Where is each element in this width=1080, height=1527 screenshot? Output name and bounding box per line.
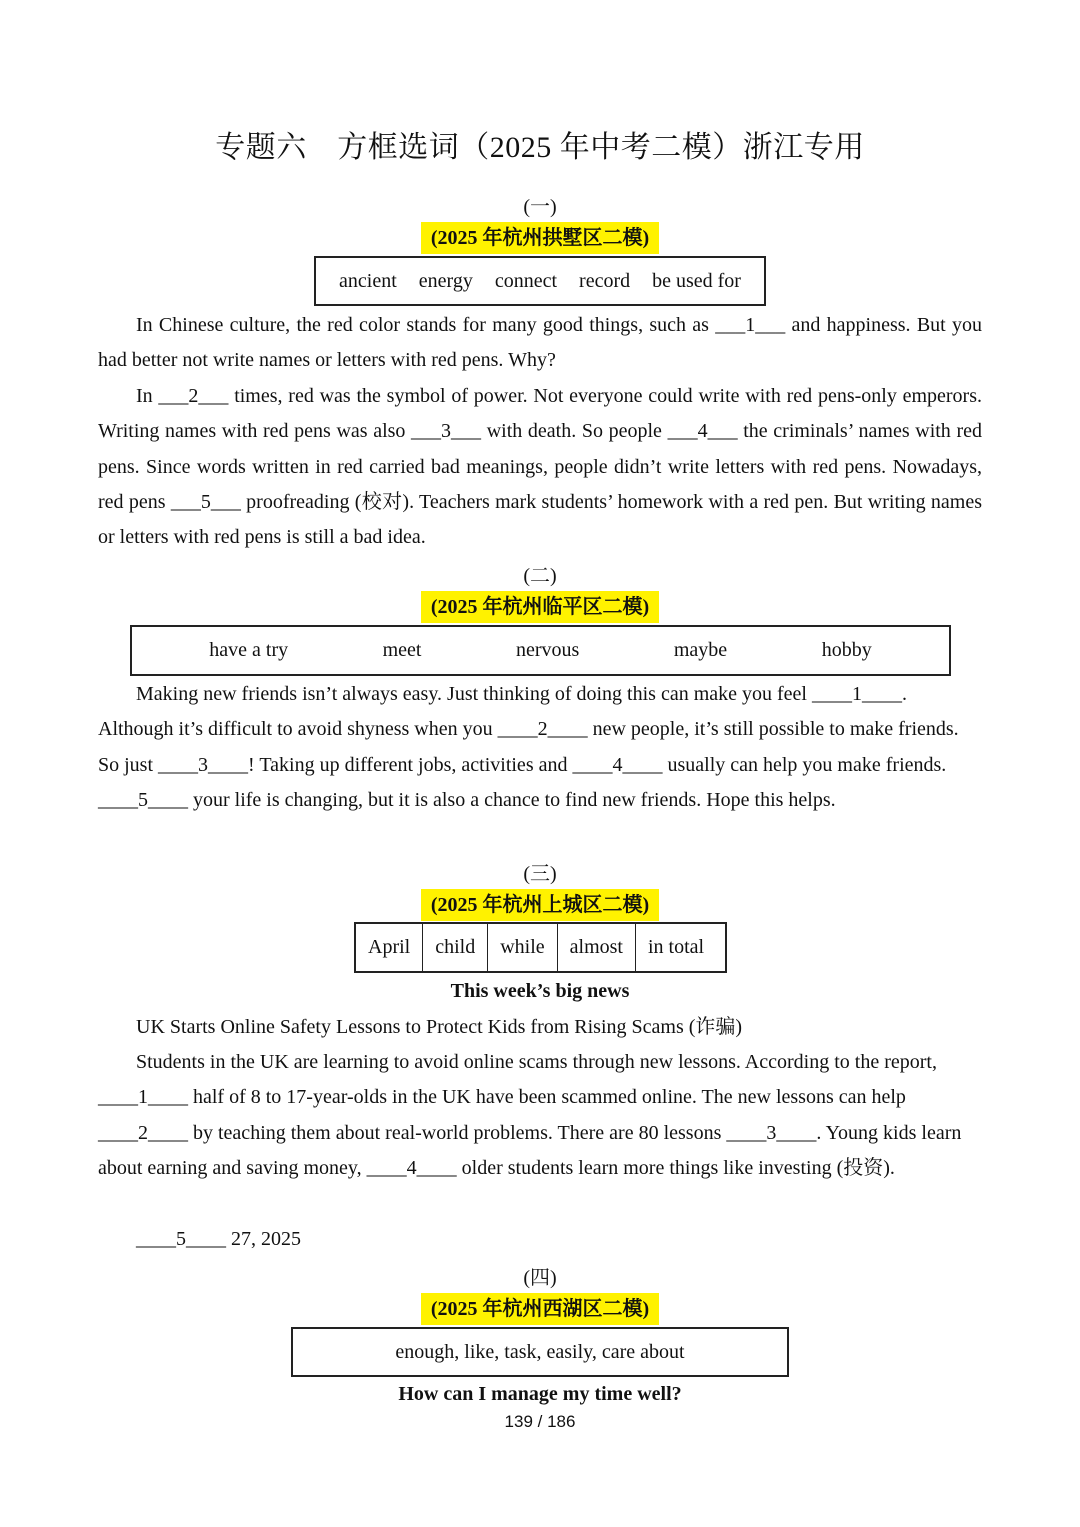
word-box-item: nervous	[516, 639, 580, 661]
word-box-item: meet	[382, 639, 422, 661]
section-2-paragraph-1: Making new friends isn’t always easy. Just thinking of doing this can make you feel ____1____. Although it’s difficult to avoid shyness when you ____2____ new people, it’s still possible to make friends. So just ____3____! Taking up different jobs, activities and ____4____ usually can help you make friends. ____5____ your life is changing, but it is also a chance to find new friends. Hope this helps.	[98, 683, 959, 811]
section-4-heading: How can I manage my time well?	[398, 1383, 682, 1405]
word-box-item: be used for	[652, 269, 741, 292]
section-1-paragraph-1: In Chinese culture, the red color stands for many good things, such as ___1___ and happiness. But you had better not write names or letters with red pens. Why?	[98, 314, 982, 372]
word-box-item: hobby	[821, 639, 872, 661]
section-3-word-box	[354, 922, 727, 973]
word-box-item: connect	[494, 269, 558, 292]
word-box-item: April	[356, 924, 423, 971]
page-number: 139 / 186	[504, 1412, 576, 1431]
word-box-item: energy	[418, 269, 473, 292]
section-4-word-box	[291, 1327, 789, 1377]
word-box-item: in total	[648, 936, 705, 958]
section-3-number: (三)	[523, 863, 557, 885]
section-3-date-line: ____5____ 27, 2025	[136, 1228, 301, 1250]
section-2-word-box	[130, 625, 951, 676]
word-box-item: child	[423, 924, 488, 971]
word-box-item: almost	[558, 924, 636, 971]
word-box-item: maybe	[673, 639, 728, 661]
word-box-item: have a try	[209, 639, 289, 661]
word-box-line: enough, like, task, easily, care about	[395, 1340, 685, 1363]
word-box-item: while	[488, 924, 557, 971]
section-1-source: (2025 年杭州拱墅区二模)	[421, 222, 659, 254]
section-3-headline: UK Starts Online Safety Lessons to Protect Kids from Rising Scams (诈骗)	[136, 1016, 743, 1038]
section-3-source: (2025 年杭州上城区二模)	[421, 889, 659, 921]
word-box-item: record	[579, 269, 631, 292]
section-4-number: (四)	[523, 1267, 557, 1289]
section-1-word-box	[314, 256, 766, 306]
section-3-paragraph-1: Students in the UK are learning to avoid online scams through new lessons. According to the report, ____1____ half of 8 to 17-year-olds in the UK have been scammed online. The new lessons can help ____2____ by teaching them about real-world problems. There are 80 lessons ____3____. Young kids learn about earning and saving money, ____4____ older students learn more things like investing (投资).	[98, 1051, 962, 1179]
word-box-item: ancient	[339, 269, 397, 292]
section-4-source: (2025 年杭州西湖区二模)	[421, 1293, 659, 1325]
section-1-number: (一)	[523, 196, 557, 218]
section-1-paragraph-2: In ___2___ times, red was the symbol of power. Not everyone could write with red pens-only emperors. Writing names with red pens was also ___3___ with death. So people ___4___ the criminals’ names with red pens. Since words written in red carried bad meanings, people didn’t write letters with red pens. Nowadays, red pens ___5___ proofreading (校对). Teachers mark students’ homework with a red pen. But writing names or letters with red pens is still a bad idea.	[98, 385, 982, 549]
section-2-number: (二)	[523, 565, 557, 587]
section-2-source: (2025 年杭州临平区二模)	[421, 591, 659, 623]
page-title: 专题六 方框选词（2025 年中考二模）浙江专用	[215, 131, 865, 164]
section-3-heading: This week’s big news	[450, 980, 630, 1002]
